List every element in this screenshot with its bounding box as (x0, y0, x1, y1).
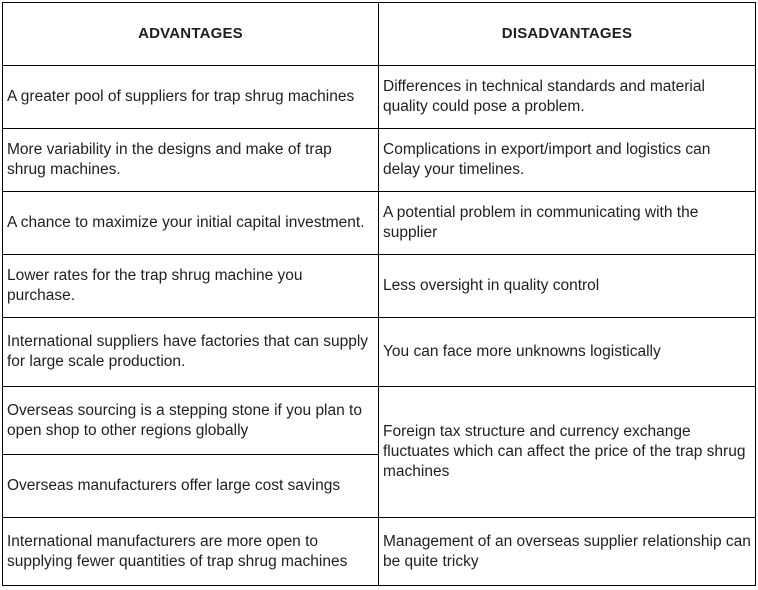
disadvantage-cell: Foreign tax structure and currency exchange fluctuates which can affect the price of the trap shrug machines (379, 387, 756, 518)
disadvantage-cell: A potential problem in communicating with the supplier (379, 192, 756, 255)
pros-cons-table (2, 2, 756, 586)
table-row (3, 318, 756, 387)
disadvantage-cell: Management of an overseas supplier relationship can be quite tricky (379, 518, 756, 586)
advantage-cell: A greater pool of suppliers for trap shrug machines (3, 66, 379, 129)
disadvantage-cell: Differences in technical standards and material quality could pose a problem. (379, 66, 756, 129)
advantage-cell: Overseas manufacturers offer large cost savings (3, 455, 379, 518)
table-header-row (3, 3, 756, 66)
advantages-header: ADVANTAGES (3, 3, 379, 66)
advantage-cell: International suppliers have factories that can supply for large scale production. (3, 318, 379, 387)
disadvantage-cell: You can face more unknowns logistically (379, 318, 756, 387)
table-row (3, 518, 756, 586)
table-row (3, 387, 756, 455)
table-row (3, 192, 756, 255)
disadvantage-cell: Less oversight in quality control (379, 255, 756, 318)
advantage-cell: Overseas sourcing is a stepping stone if you plan to open shop to other regions globally (3, 387, 379, 455)
advantage-cell: Lower rates for the trap shrug machine you purchase. (3, 255, 379, 318)
advantage-cell: International manufacturers are more open to supplying fewer quantities of trap shrug machines (3, 518, 379, 586)
table-row (3, 255, 756, 318)
table-row (3, 66, 756, 129)
disadvantage-cell: Complications in export/import and logistics can delay your timelines. (379, 129, 756, 192)
disadvantages-header: DISADVANTAGES (379, 3, 756, 66)
advantage-cell: More variability in the designs and make of trap shrug machines. (3, 129, 379, 192)
advantage-cell: A chance to maximize your initial capital investment. (3, 192, 379, 255)
table-row (3, 129, 756, 192)
